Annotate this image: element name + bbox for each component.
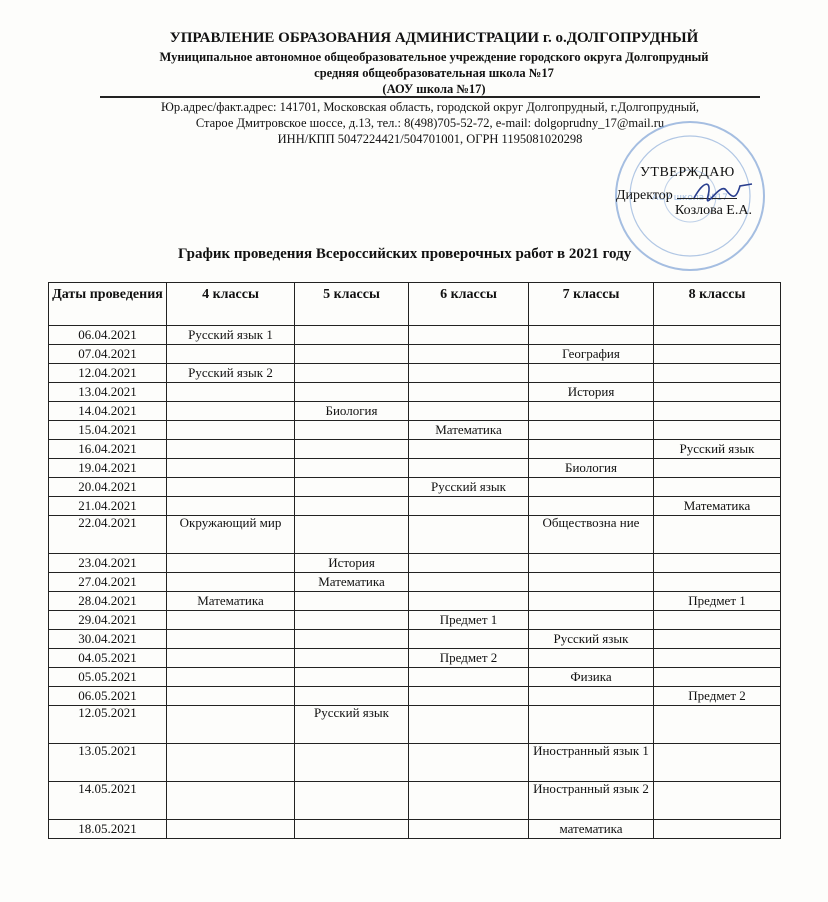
grade-6-cell (409, 687, 529, 706)
schedule-table (48, 282, 781, 839)
date-cell: 23.04.2021 (49, 554, 167, 573)
grade-8-cell (654, 782, 781, 820)
org-heading: УПРАВЛЕНИЕ ОБРАЗОВАНИЯ АДМИНИСТРАЦИИ г. о.ДОЛГОПРУДНЫЙ (169, 30, 699, 46)
grade-6-cell: Математика (409, 421, 529, 440)
grade-6-cell (409, 497, 529, 516)
grade-6-cell (409, 820, 529, 839)
grade-7-cell: Русский язык (529, 630, 654, 649)
header-grade-5: 5 классы (295, 283, 409, 326)
grade-6-cell (409, 402, 529, 421)
table-row (49, 516, 781, 554)
grade-6-cell (409, 668, 529, 687)
table-row (49, 820, 781, 839)
grade-8-cell: Предмет 2 (654, 687, 781, 706)
grade-8-cell (654, 744, 781, 782)
table-row (49, 497, 781, 516)
grade-5-cell (295, 478, 409, 497)
date-cell: 19.04.2021 (49, 459, 167, 478)
grade-7-cell: математика (529, 820, 654, 839)
header-grade-4: 4 классы (167, 283, 295, 326)
date-cell: 14.05.2021 (49, 782, 167, 820)
grade-7-cell: География (529, 345, 654, 364)
grade-4-cell (167, 554, 295, 573)
grade-7-cell (529, 687, 654, 706)
table-row (49, 421, 781, 440)
grade-5-cell (295, 440, 409, 459)
grade-8-cell: Математика (654, 497, 781, 516)
grade-7-cell (529, 364, 654, 383)
grade-5-cell (295, 516, 409, 554)
grade-4-cell (167, 668, 295, 687)
grade-4-cell: Русский язык 2 (167, 364, 295, 383)
grade-4-cell (167, 706, 295, 744)
approval-label: УТВЕРЖДАЮ (640, 165, 735, 180)
address-line3: ИНН/КПП 5047224421/504701001, ОГРН 1195081020298 (277, 132, 583, 146)
grade-5-cell (295, 345, 409, 364)
header-grade-7: 7 классы (529, 283, 654, 326)
grade-4-cell (167, 744, 295, 782)
table-row (49, 383, 781, 402)
grade-7-cell (529, 706, 654, 744)
grade-7-cell (529, 592, 654, 611)
grade-6-cell (409, 782, 529, 820)
grade-8-cell: Предмет 1 (654, 592, 781, 611)
grade-4-cell (167, 782, 295, 820)
grade-7-cell (529, 402, 654, 421)
header-grade-8: 8 классы (654, 283, 781, 326)
grade-6-cell (409, 459, 529, 478)
grade-6-cell (409, 573, 529, 592)
grade-7-cell (529, 649, 654, 668)
grade-8-cell (654, 668, 781, 687)
header-grade-6: 6 классы (409, 283, 529, 326)
grade-8-cell (654, 364, 781, 383)
grade-6-cell (409, 364, 529, 383)
grade-6-cell: Предмет 2 (409, 649, 529, 668)
grade-5-cell (295, 611, 409, 630)
grade-6-cell: Русский язык (409, 478, 529, 497)
table-row (49, 573, 781, 592)
grade-8-cell: Русский язык (654, 440, 781, 459)
grade-6-cell (409, 516, 529, 554)
grade-5-cell (295, 668, 409, 687)
grade-5-cell (295, 497, 409, 516)
date-cell: 21.04.2021 (49, 497, 167, 516)
date-cell: 06.05.2021 (49, 687, 167, 706)
grade-8-cell (654, 516, 781, 554)
table-row (49, 345, 781, 364)
date-cell: 16.04.2021 (49, 440, 167, 459)
director-name: Козлова Е.А. (675, 203, 752, 218)
director-signature (690, 176, 760, 206)
grade-7-cell: Физика (529, 668, 654, 687)
table-row (49, 668, 781, 687)
grade-7-cell (529, 611, 654, 630)
grade-5-cell (295, 687, 409, 706)
header-dates: Даты проведения (49, 283, 167, 326)
grade-4-cell: Математика (167, 592, 295, 611)
school-name-line2: средняя общеобразовательная школа №17 (314, 66, 554, 80)
table-row (49, 706, 781, 744)
date-cell: 15.04.2021 (49, 421, 167, 440)
date-cell: 12.05.2021 (49, 706, 167, 744)
table-row (49, 326, 781, 345)
grade-8-cell (654, 554, 781, 573)
grade-6-cell (409, 383, 529, 402)
grade-4-cell (167, 440, 295, 459)
grade-8-cell (654, 649, 781, 668)
grade-7-cell: Иностранный язык 2 (529, 782, 654, 820)
grade-8-cell (654, 383, 781, 402)
date-cell: 29.04.2021 (49, 611, 167, 630)
grade-4-cell (167, 573, 295, 592)
date-cell: 22.04.2021 (49, 516, 167, 554)
grade-6-cell (409, 326, 529, 345)
grade-8-cell (654, 326, 781, 345)
stamp-text: АОУ школа №17 (652, 193, 728, 203)
grade-7-cell (529, 326, 654, 345)
grade-5-cell (295, 326, 409, 345)
table-row (49, 478, 781, 497)
grade-5-cell (295, 649, 409, 668)
grade-5-cell: Биология (295, 402, 409, 421)
grade-6-cell (409, 345, 529, 364)
date-cell: 13.04.2021 (49, 383, 167, 402)
grade-6-cell (409, 440, 529, 459)
date-cell: 20.04.2021 (49, 478, 167, 497)
director-label: Директор (616, 188, 673, 203)
address-line1: Юр.адрес/факт.адрес: 141701, Московская область, городской округ Долгопрудный, г.Долгопрудный, (160, 100, 700, 114)
grade-5-cell (295, 592, 409, 611)
grade-7-cell (529, 478, 654, 497)
grade-7-cell (529, 554, 654, 573)
grade-4-cell (167, 630, 295, 649)
grade-5-cell: История (295, 554, 409, 573)
grade-6-cell (409, 744, 529, 782)
date-cell: 28.04.2021 (49, 592, 167, 611)
grade-4-cell (167, 649, 295, 668)
table-row (49, 782, 781, 820)
header-divider (100, 96, 760, 98)
grade-7-cell (529, 497, 654, 516)
grade-8-cell (654, 630, 781, 649)
date-cell: 14.04.2021 (49, 402, 167, 421)
table-row (49, 611, 781, 630)
grade-8-cell (654, 402, 781, 421)
grade-4-cell (167, 459, 295, 478)
grade-8-cell (654, 459, 781, 478)
school-name-line1: Муниципальное автономное общеобразовательное учреждение городского округа Долгопрудный (159, 50, 709, 64)
grade-4-cell (167, 421, 295, 440)
grade-8-cell (654, 478, 781, 497)
grade-7-cell: Биология (529, 459, 654, 478)
grade-4-cell (167, 383, 295, 402)
grade-5-cell (295, 782, 409, 820)
grade-8-cell (654, 421, 781, 440)
grade-8-cell (654, 573, 781, 592)
table-row (49, 364, 781, 383)
grade-4-cell (167, 345, 295, 364)
date-cell: 05.05.2021 (49, 668, 167, 687)
date-cell: 13.05.2021 (49, 744, 167, 782)
grade-7-cell: Обществозна ние (529, 516, 654, 554)
grade-8-cell (654, 611, 781, 630)
date-cell: 04.05.2021 (49, 649, 167, 668)
grade-5-cell: Русский язык (295, 706, 409, 744)
grade-5-cell (295, 364, 409, 383)
grade-8-cell (654, 345, 781, 364)
schedule-title: График проведения Всероссийских проверочных работ в 2021 году (178, 246, 632, 262)
grade-8-cell (654, 820, 781, 839)
table-row (49, 592, 781, 611)
address-line2: Старое Дмитровское шоссе, д.13, тел.: 8(498)705-52-72, e-mail: dolgoprudny_17@mail.ru (195, 116, 665, 130)
grade-7-cell: Иностранный язык 1 (529, 744, 654, 782)
table-header-row (49, 283, 781, 326)
date-cell: 06.04.2021 (49, 326, 167, 345)
grade-4-cell (167, 478, 295, 497)
grade-4-cell: Русский язык 1 (167, 326, 295, 345)
grade-4-cell (167, 497, 295, 516)
grade-4-cell (167, 402, 295, 421)
table-row (49, 402, 781, 421)
grade-6-cell (409, 630, 529, 649)
grade-7-cell (529, 573, 654, 592)
table-row (49, 630, 781, 649)
table-row (49, 744, 781, 782)
grade-5-cell (295, 459, 409, 478)
grade-4-cell (167, 687, 295, 706)
grade-4-cell: Окружающий мир (167, 516, 295, 554)
grade-6-cell (409, 592, 529, 611)
grade-5-cell (295, 820, 409, 839)
grade-6-cell: Предмет 1 (409, 611, 529, 630)
grade-4-cell (167, 611, 295, 630)
grade-5-cell (295, 383, 409, 402)
grade-4-cell (167, 820, 295, 839)
grade-6-cell (409, 706, 529, 744)
grade-5-cell (295, 744, 409, 782)
table-row (49, 649, 781, 668)
grade-5-cell (295, 421, 409, 440)
table-row (49, 687, 781, 706)
date-cell: 07.04.2021 (49, 345, 167, 364)
grade-5-cell (295, 630, 409, 649)
grade-8-cell (654, 706, 781, 744)
table-row (49, 554, 781, 573)
grade-7-cell (529, 421, 654, 440)
grade-5-cell: Математика (295, 573, 409, 592)
date-cell: 27.04.2021 (49, 573, 167, 592)
school-short-name: (АОУ школа №17) (382, 82, 486, 96)
date-cell: 12.04.2021 (49, 364, 167, 383)
grade-6-cell (409, 554, 529, 573)
date-cell: 18.05.2021 (49, 820, 167, 839)
date-cell: 30.04.2021 (49, 630, 167, 649)
grade-7-cell (529, 440, 654, 459)
table-row (49, 440, 781, 459)
grade-7-cell: История (529, 383, 654, 402)
table-row (49, 459, 781, 478)
